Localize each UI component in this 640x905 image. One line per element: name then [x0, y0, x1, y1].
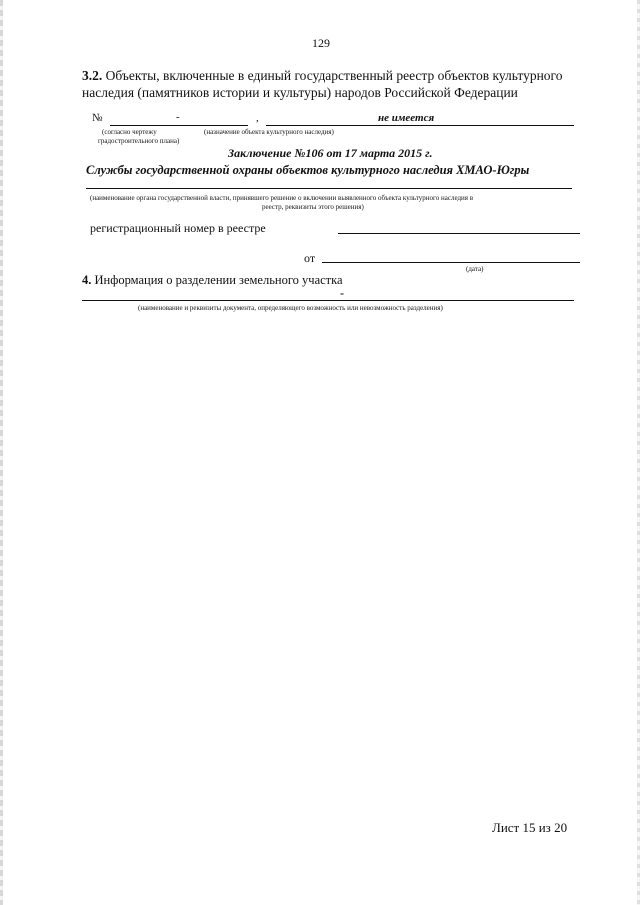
object-number-caption-line2: градостроительного плана)	[98, 137, 180, 145]
page-number: 129	[312, 36, 330, 50]
section-3-2-number: 3.2.	[82, 68, 103, 83]
registry-number-label: регистрационный номер в реестре	[90, 221, 266, 235]
section-4-underline	[82, 300, 574, 301]
registry-date-label: от	[304, 251, 316, 265]
registry-date-field[interactable]	[322, 262, 580, 263]
object-number-underline	[110, 125, 248, 126]
section-4-number: 4.	[82, 273, 92, 287]
decision-caption-line2: реестр, реквизиты этого решения)	[262, 203, 364, 211]
object-name-caption: (назначение объекта культурного наследия)	[204, 128, 334, 136]
registry-number-field[interactable]	[338, 233, 580, 234]
section-3-2-title-line2: наследия (памятников истории и культуры) народов Российской Федерации	[82, 85, 518, 100]
decision-line1: Заключение №106 от 17 марта 2015 г.	[228, 146, 433, 160]
object-number-label: №	[92, 112, 103, 124]
decision-line2: Службы государственной охраны объектов культурного наследия ХМАО-Югры	[86, 163, 530, 177]
decision-underline	[86, 188, 572, 189]
sheet-counter: Лист 15 из 20	[492, 820, 568, 835]
object-name-underline	[266, 125, 574, 126]
section-3-2-title-line1	[82, 68, 563, 84]
scan-edge-left	[0, 0, 3, 905]
object-row-comma: ,	[256, 112, 259, 124]
section-4-title	[82, 273, 343, 288]
registry-date-caption: (дата)	[466, 265, 484, 273]
object-name-value: не имеется	[378, 112, 435, 124]
object-number-caption-line1: (согласно чертежу	[102, 128, 157, 136]
section-3-2-title-text: Объекты, включенные в единый государственный реестр объектов культурного	[105, 68, 563, 83]
object-number-value: -	[176, 111, 180, 123]
section-4-title-text: Информация о разделении земельного участка	[94, 273, 343, 287]
decision-caption-line1: (наименование органа государственной власти, принявшего решение о включении выявленного объекта культурного наследия в	[90, 194, 474, 202]
section-4-value: -	[340, 286, 344, 300]
section-4-caption: (наименование и реквизиты документа, определяющего возможность или невозможность разделения)	[138, 304, 443, 312]
